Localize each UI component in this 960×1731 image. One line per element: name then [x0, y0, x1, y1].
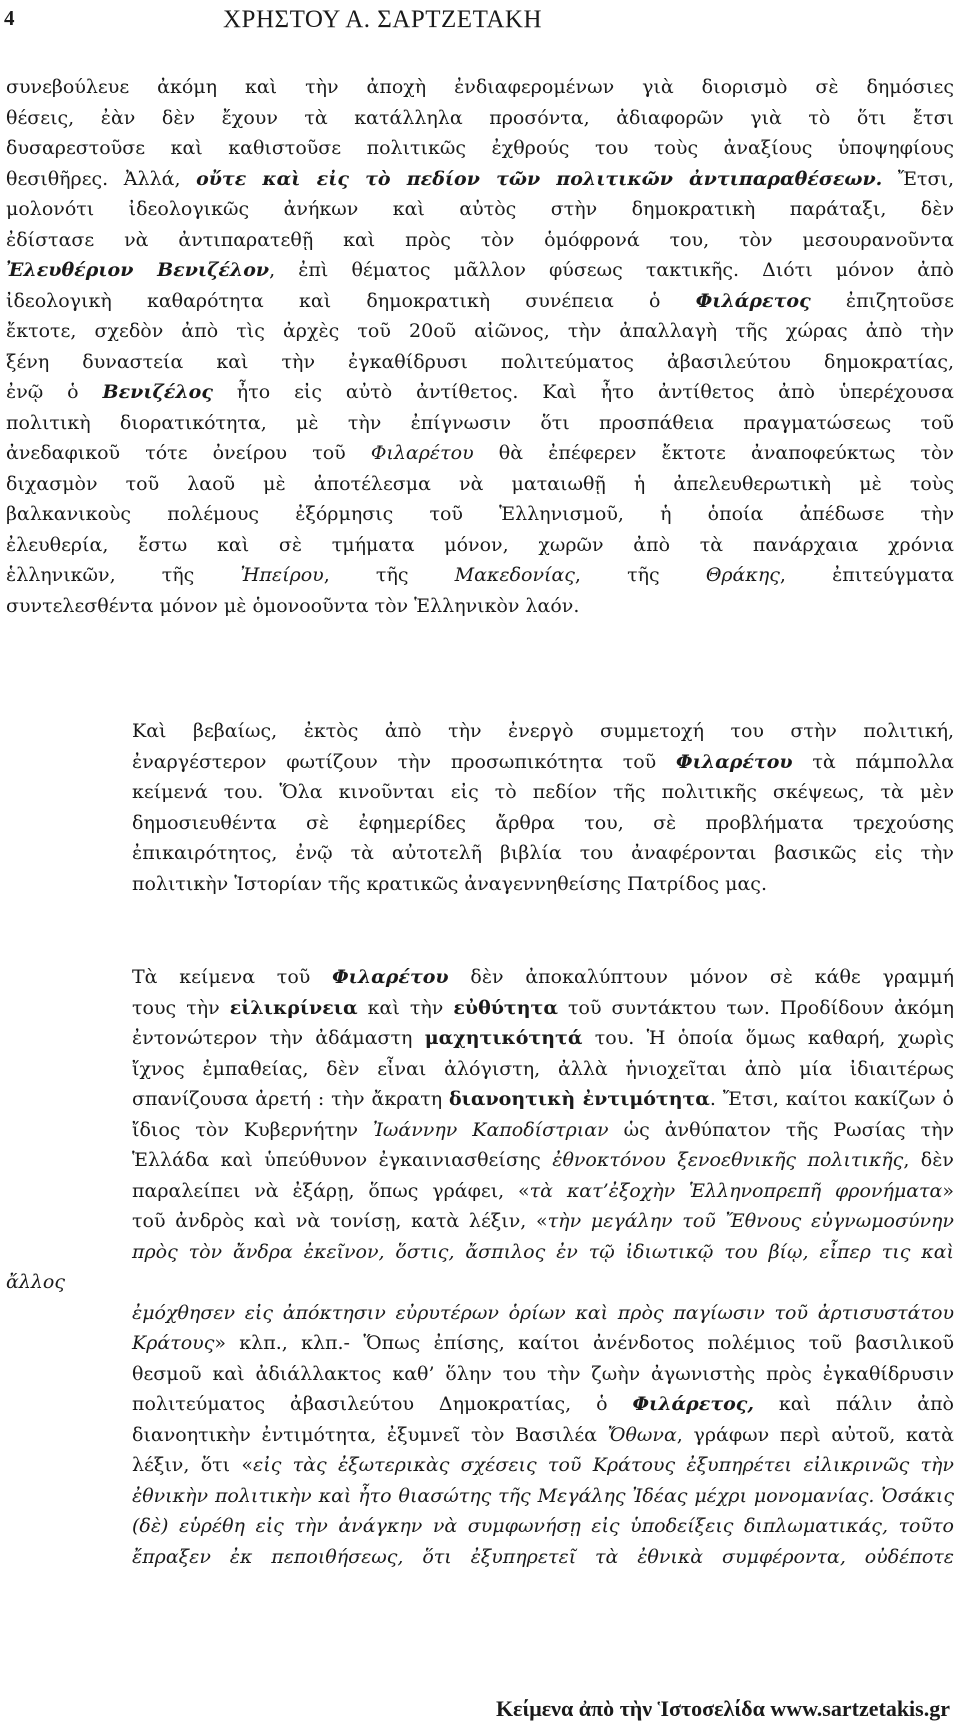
text-run: βαλκανικοὺς πολέμους ἐξόρμησις τοῦ Ἑλληνισμοῦ, ἡ ὁποία ἀπέδωσε τὴν [6, 503, 954, 525]
text-line [6, 838, 954, 869]
text-run: ἐπιζητοῦσε [810, 289, 954, 312]
emphasis-run: Ἰωάννην Καποδίστριαν [373, 1118, 609, 1141]
text-run: , τῆς [323, 564, 455, 586]
emphasis-run: Ἐλευθέριον Βενιζέλον [6, 259, 270, 281]
text-line [6, 591, 954, 622]
page-number: 4 [4, 6, 15, 30]
text-line [6, 194, 954, 225]
emphasis-run: Μακεδονίας [454, 564, 575, 586]
text-run: ἰδεολογικὴ καθαρότητα καὶ δημοκρατικὴ συνέπεια ὁ [6, 289, 696, 312]
emphasis-run: ἔπραξεν ἐκ πεποιθήσεως, ὅτι ἐξυπηρετεῖ τὰ ἐθνικὰ συμφέροντα, οὐδέποτε [132, 1545, 954, 1568]
text-run: πολιτικὴν Ἱστορίαν τῆς κρατικῶς ἀναγεννηθείσης Πατρίδος μας. [132, 872, 767, 895]
text-run: καὶ πάλιν ἀπὸ [753, 1393, 954, 1415]
paragraph-1 [6, 72, 954, 621]
paragraph-3 [6, 962, 954, 1572]
emphasis-run: εὐθύτητα [453, 996, 558, 1019]
text-line [6, 808, 954, 839]
text-run: Τὰ κείμενα τοῦ [132, 966, 333, 988]
text-line [6, 869, 954, 900]
text-line [6, 530, 954, 561]
text-line [6, 1481, 954, 1512]
text-run: Καὶ βεβαίως, ἐκτὸς ἀπὸ τὴν ἐνεργὸ συμμετοχή του στὴν πολιτική, [132, 720, 954, 742]
emphasis-run: Βενιζέλος [102, 381, 213, 403]
text-run: ἀνεδαφικοῦ τότε ὀνείρου τοῦ [6, 442, 371, 464]
text-line [6, 1420, 954, 1451]
emphasis-run: μαχητικότητά [424, 1027, 583, 1049]
emphasis-run: Ὄθωνα [607, 1423, 677, 1446]
text-run: , ἐπιτεύγματα [779, 564, 954, 586]
text-run: τοῦ ἀνδρὸς καὶ νὰ τονίσῃ, κατὰ λέξιν, « [132, 1210, 548, 1232]
text-run: σπανίζουσα ἀρετή : τὴν ἄκρατη [132, 1088, 449, 1110]
text-line [6, 1054, 954, 1085]
text-line [6, 1450, 954, 1481]
text-run: θὰ ἐπέφερεν ἔκτοτε ἀναποφεύκτως τὸν [473, 442, 954, 464]
text-run: ὡς ἀνθύπατον τῆς Ρωσίας τὴν [608, 1118, 955, 1141]
page-header [0, 6, 960, 42]
emphasis-run: Ἠπείρου [240, 564, 324, 586]
text-run: συνεβούλευε ἀκόμη καὶ τὴν ἀποχὴ ἐνδιαφερομένων γιὰ διορισμὸ σὲ δημόσιες [6, 76, 954, 98]
text-line [6, 993, 954, 1024]
emphasis-run: εἰς τὰς ἐξωτερικὰς σχέσεις τοῦ Κράτους ἐξυπηρέτει εἰλικρινῶς τὴν [253, 1454, 954, 1476]
emphasis-run: ἐθνικὴν πολιτικὴν καὶ ἦτο θιασώτης τῆς Μεγάλης Ἰδέας μέχρι μονομανίας. Ὁσάκις [132, 1484, 954, 1507]
text-run: » [942, 1179, 954, 1202]
text-run: ἐναργέστερον φωτίζουν τὴν προσωπικότητα τοῦ [132, 750, 677, 773]
text-run: κείμενά του. Ὅλα κινοῦνται εἰς τὸ πεδίον τῆς πολιτικῆς σκέψεως, τὰ μὲν [132, 781, 954, 803]
text-run: παραλείπει νὰ ἐξάρῃ, ὅπως γράφει, « [132, 1179, 530, 1202]
paragraph-2 [6, 716, 954, 899]
text-line [6, 225, 954, 256]
text-run: , δὲν [903, 1149, 954, 1171]
emphasis-run: Φιλαρέτου [332, 966, 449, 988]
text-run: ἐνῷ ὁ [6, 381, 103, 403]
text-run: ξένη δυναστεία καὶ τὴν ἐγκαθίδρυσι πολιτεύματος ἀβασιλεύτου δημοκρατίας, [6, 350, 954, 373]
text-line [6, 1511, 954, 1542]
text-run: ἴδιος τὸν Κυβερνήτην [132, 1118, 374, 1141]
emphasis-run: πρὸς τὸν ἄνδρα ἐκεῖνον, ὅστις, ἄσπιλος ἐν τῷ ἰδιωτικῷ του βίῳ, εἶπερ τις καὶ ἄλλος [6, 1240, 954, 1293]
text-run: ἔκτοτε, σχεδὸν ἀπὸ τὶς ἀρχὲς τοῦ 20οῦ αἰῶνος, τὴν ἀπαλλαγὴ τῆς χώρας ἀπὸ τὴν [6, 320, 954, 342]
text-run: λέξιν, ὅτι « [132, 1454, 254, 1476]
emphasis-run: Φιλαρέτου [676, 750, 793, 773]
text-run: διανοητικὴν ἐντιμότητα, ἐξυμνεῖ τὸν Βασιλέα [132, 1423, 608, 1446]
text-line [6, 1084, 954, 1115]
text-run: τους τὴν [132, 996, 230, 1019]
emphasis-run: Φιλάρετος, [632, 1393, 754, 1415]
text-run: ἐντονώτερον τὴν ἀδάμαστη [132, 1027, 425, 1049]
text-line [6, 255, 954, 286]
text-run: πολιτικὴ διορατικότητα, μὲ τὴν ἐπίγνωσιν ὅτι προσπάθεια πραγματώσεως τοῦ [6, 411, 954, 434]
emphasis-run: Φιλαρέτου [370, 442, 474, 464]
text-run: πολιτεύματος ἀβασιλεύτου Δημοκρατίας, ὁ [132, 1393, 633, 1415]
text-run: ἴχνος ἐμπαθείας, δὲν εἶναι ἀλόγιστη, ἀλλὰ ἡνιοχεῖται ἀπὸ μία ἰδιαιτέρως [132, 1057, 954, 1080]
running-head: ΧΡΗΣΤΟΥ Α. ΣΑΡΤΖΕΤΑΚΗ [223, 6, 542, 33]
text-run: τὰ πάμπολλα [792, 750, 954, 773]
footer-source: Κείμενα ἀπὸ τὴν Ἱστοσελίδα www.sartzetakis.gr [495, 1696, 950, 1721]
emphasis-run: ἐμόχθησεν εἰς ἀπόκτησιν εὐρυτέρων ὁρίων καὶ πρὸς παγίωσιν τοῦ ἀρτισυστάτου [132, 1301, 954, 1324]
text-line [6, 1359, 954, 1390]
text-run: τοῦ συντάκτου των. Προδίδουν ἀκόμη [557, 996, 954, 1019]
text-line [6, 1328, 954, 1359]
text-line [6, 560, 954, 591]
text-run: δὲν ἀποκαλύπτουν μόνον σὲ κάθε γραμμή [448, 966, 954, 988]
text-line [6, 1023, 954, 1054]
text-run: διχασμὸν τοῦ λαοῦ μὲ ἀποτέλεσμα νὰ ματαιωθῇ ἡ ἀπελευθερωτικὴ μὲ τοὺς [6, 472, 954, 495]
text-run: Ἑλλάδα καὶ ὑπεύθυνον ἐγκαινιασθείσης [132, 1149, 553, 1171]
text-run: δυσαρεστοῦσε καὶ καθιστοῦσε πολιτικῶς ἐχθρούς του τοὺς ἀναξίους ὑποψηφίους [6, 137, 954, 159]
text-line [6, 747, 954, 778]
text-line [6, 377, 954, 408]
text-line [6, 347, 954, 378]
text-line [6, 408, 954, 439]
emphasis-run: εἰλικρίνεια [229, 996, 358, 1019]
text-run: , τῆς [574, 564, 706, 586]
text-run: θεσμοῦ καὶ ἀδιάλλακτος καθ’ ὅλην του τὴν ζωὴν ἀγωνιστὴς πρὸς ἐγκαθίδρυσιν [132, 1362, 954, 1385]
text-run: » κλπ., κλπ.- Ὅπως ἐπίσης, καίτοι ἀνένδοτος πολέμιος τοῦ βασιλικοῦ [214, 1332, 954, 1354]
text-line [6, 1237, 954, 1298]
text-line [6, 438, 954, 469]
text-run: ἐδίστασε νὰ ἀντιπαρατεθῇ καὶ πρὸς τὸν ὁμόφρονά του, τὸν μεσουρανοῦντα [6, 228, 954, 251]
emphasis-run: τὴν μεγάλην τοῦ Ἔθνους εὐγνωμοσύνην [547, 1210, 954, 1232]
emphasis-run: Κράτους [132, 1332, 215, 1354]
text-line [6, 1206, 954, 1237]
emphasis-run: (δὲ) εὑρέθη εἰς τὴν ἀνάγκην νὰ συμφωνήσῃ εἰς ὑποδείξεις διπλωματικάς, τοῦτο [132, 1515, 954, 1537]
text-run: , ἐπὶ θέματος μᾶλλον φύσεως τακτικῆς. Διότι μόνον ἀπὸ [269, 259, 954, 281]
emphasis-run: Θράκης [705, 564, 780, 586]
text-run: ἐπικαιρότητος, ἐνῷ τὰ αὐτοτελῆ βιβλία του ἀναφέρονται βασικῶς εἰς τὴν [132, 842, 954, 864]
text-run: ἐλευθερία, ἔστω καὶ σὲ τμήματα μόνον, χωρῶν ἀπὸ τὰ πανάρχαια χρόνια [6, 533, 954, 556]
emphasis-run: ἐθνοκτόνου ξενοεθνικῆς πολιτικῆς [552, 1149, 904, 1171]
text-line [6, 1389, 954, 1420]
text-line [6, 1145, 954, 1176]
emphasis-run: οὔτε καὶ εἰς τὸ πεδίον τῶν πολιτικῶν ἀντιπαραθέσεων. [196, 167, 883, 190]
text-line [6, 103, 954, 134]
text-run: Ἔτσι, [882, 167, 954, 190]
text-line [6, 962, 954, 993]
text-run: θεσιθῆρες. Ἀλλά, [6, 167, 197, 190]
emphasis-run: τὰ κατ’ἐξοχὴν Ἑλληνοπρεπῆ φρονήματα [529, 1179, 943, 1202]
text-line [6, 499, 954, 530]
text-line [6, 286, 954, 317]
text-line [6, 72, 954, 103]
text-line [6, 777, 954, 808]
text-run: . Ἔτσι, καίτοι κακίζων ὁ [709, 1088, 954, 1110]
text-line [6, 1115, 954, 1146]
emphasis-run: διανοητικὴ ἐντιμότητα [448, 1088, 710, 1110]
text-run: συντελεσθέντα μόνον μὲ ὁμονοοῦντα τὸν Ἑλληνικὸν λαόν. [6, 594, 580, 617]
text-run: του. Ἡ ὁποία ὅμως καθαρή, χωρὶς [582, 1027, 954, 1049]
emphasis-run: Φιλάρετος [695, 289, 811, 312]
text-run: δημοσιευθέντα σὲ ἐφημερίδες ἄρθρα του, σὲ προβλήματα τρεχούσης [132, 811, 954, 834]
text-line [6, 716, 954, 747]
text-run: , γράφων περὶ αὐτοῦ, κατὰ [676, 1423, 954, 1446]
text-line [6, 1298, 954, 1329]
text-run: ἦτο εἰς αὐτὸ ἀντίθετος. Καὶ ἦτο ἀντίθετος ἀπὸ ὑπερέχουσα [212, 381, 955, 403]
text-run: θέσεις, ἐὰν δὲν ἔχουν τὰ κατάλληλα προσόντα, ἀδιαφορῶν γιὰ τὸ ὅτι ἔτσι [6, 106, 954, 129]
text-run: ἑλληνικῶν, τῆς [6, 564, 241, 586]
text-line [6, 469, 954, 500]
text-line [6, 1176, 954, 1207]
text-run: μολονότι ἰδεολογικῶς ἀνήκων καὶ αὐτὸς στὴν δημοκρατικὴ παράταξι, δὲν [6, 198, 954, 220]
text-line [6, 316, 954, 347]
text-line [6, 1542, 954, 1573]
text-run: καὶ τὴν [357, 996, 454, 1019]
text-line [6, 133, 954, 164]
text-line [6, 164, 954, 195]
